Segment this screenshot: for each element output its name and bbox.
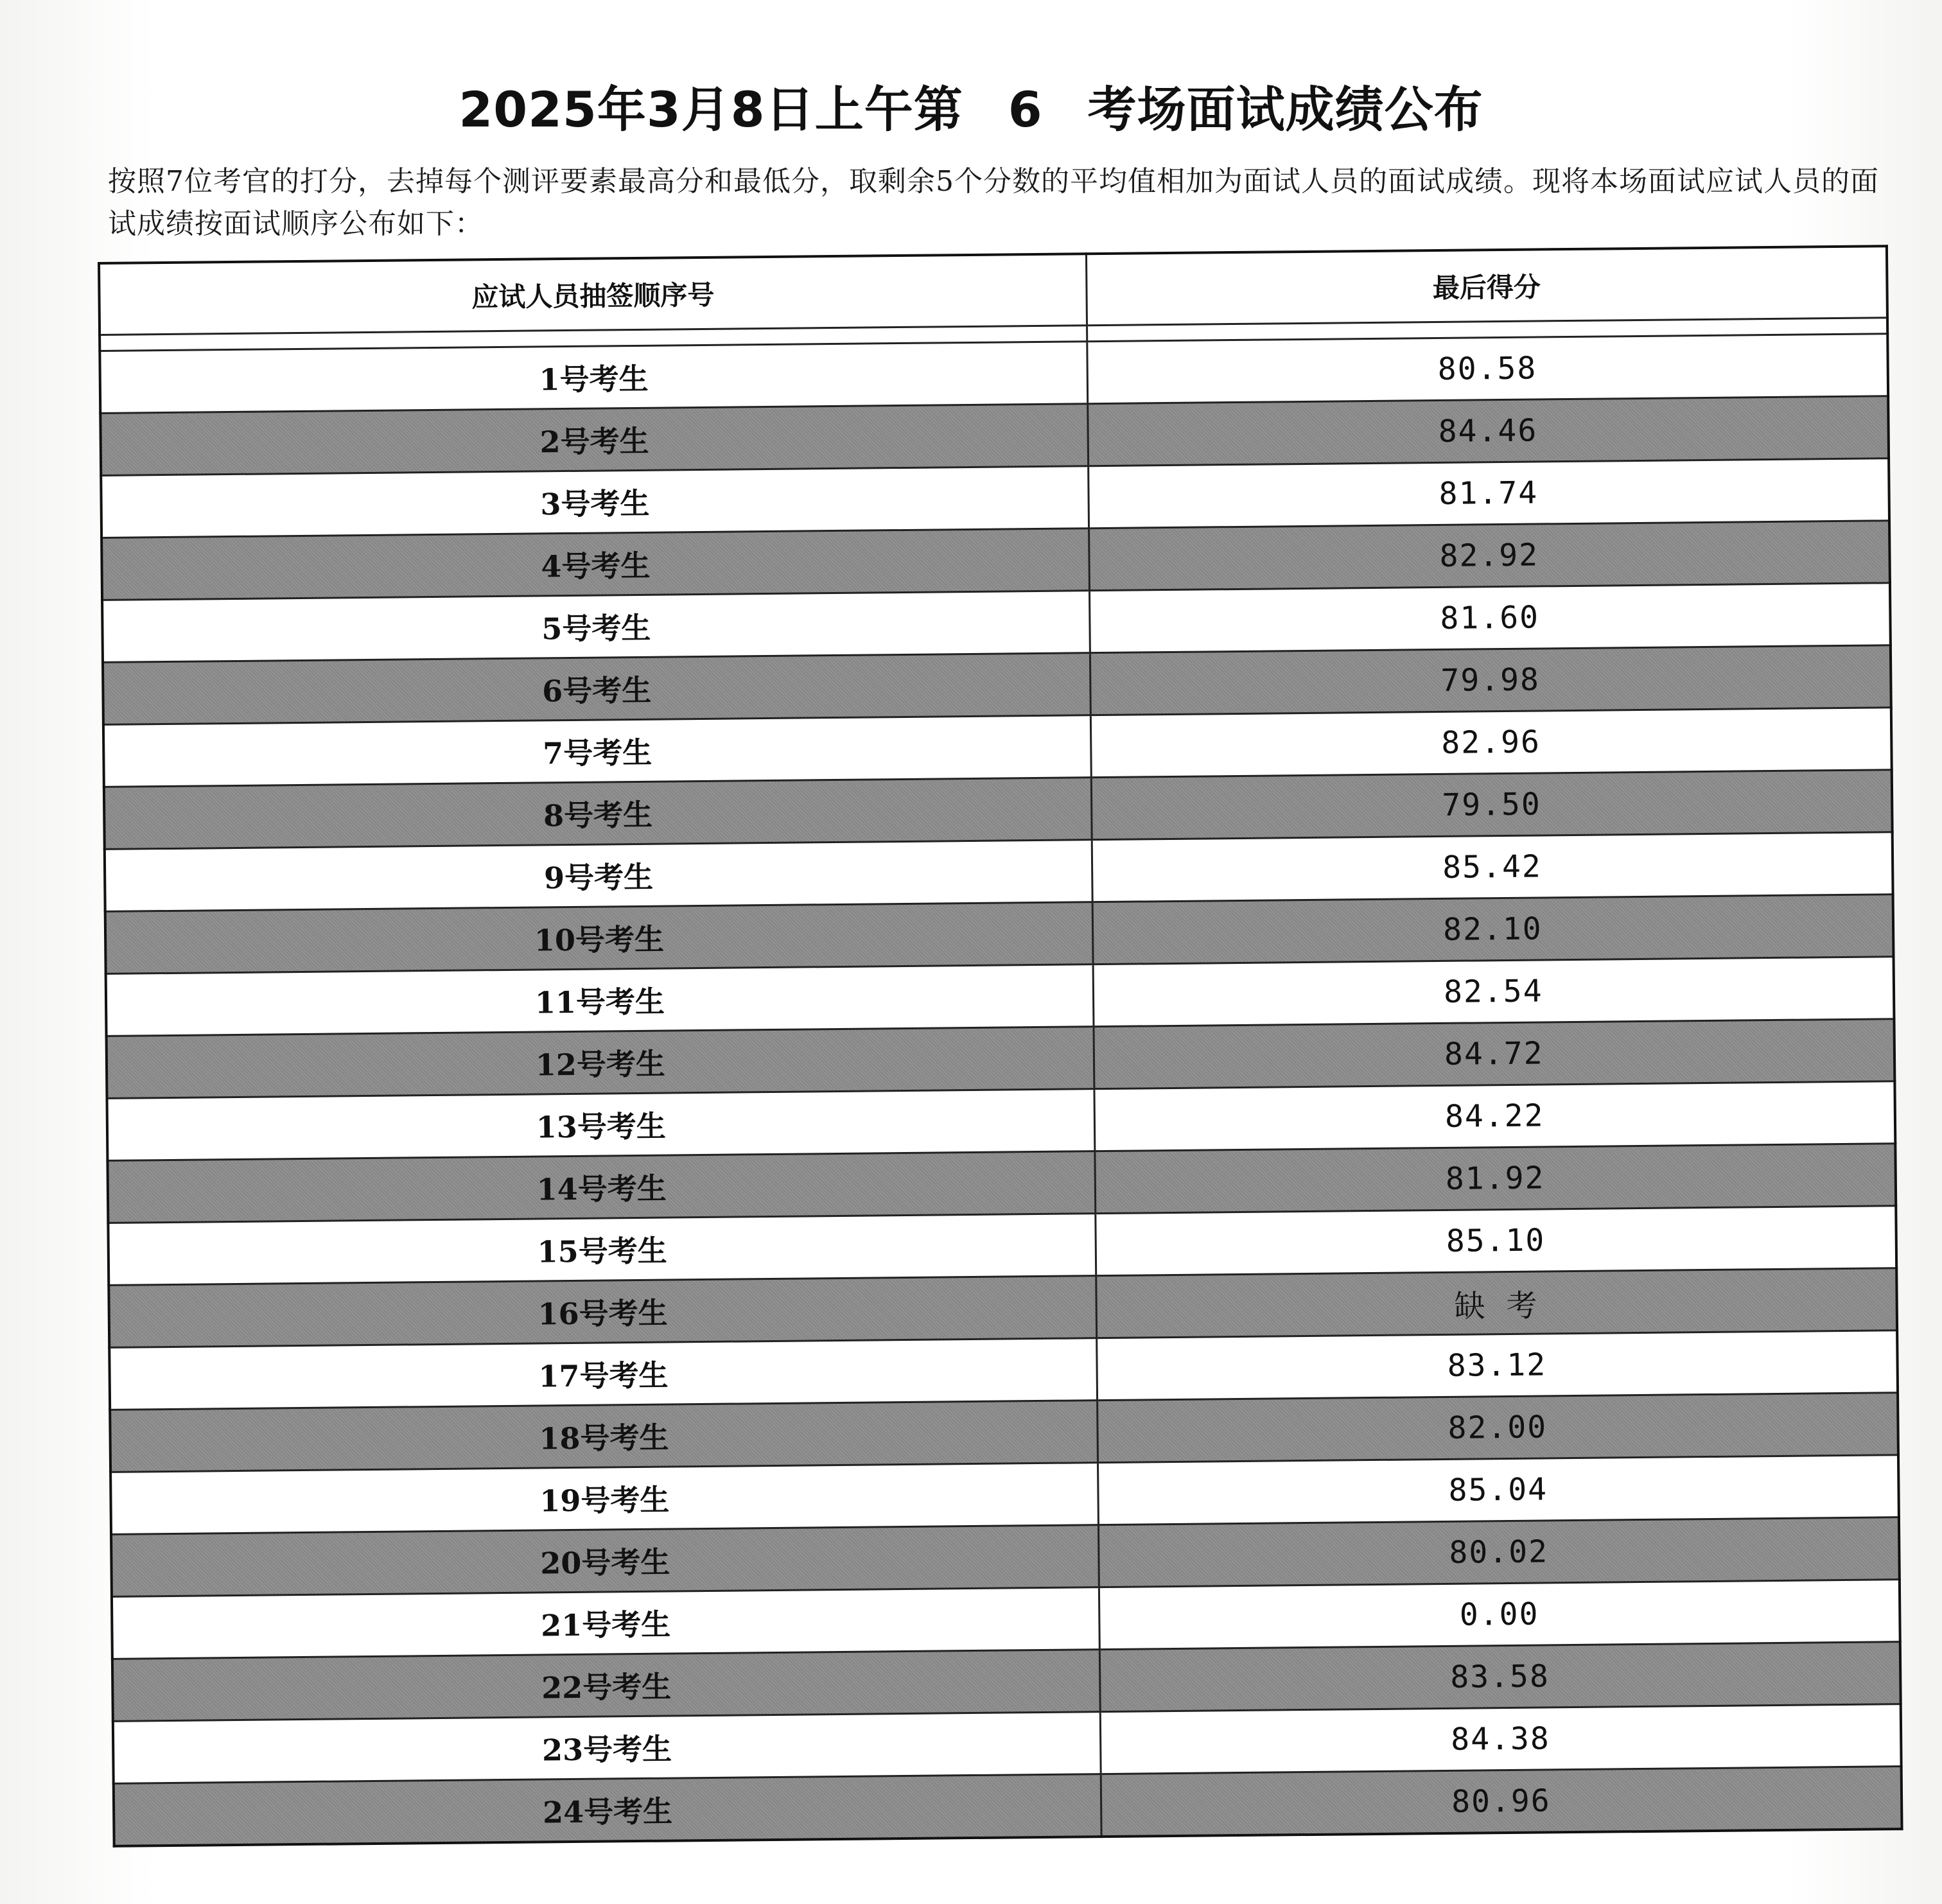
score-cell: 84.38	[1100, 1704, 1902, 1774]
candidate-cell: 17号考生	[109, 1338, 1097, 1410]
score-table	[98, 245, 1903, 1847]
candidate-cell: 4号考生	[101, 528, 1089, 600]
candidate-cell: 3号考生	[101, 466, 1089, 538]
score-cell: 81.74	[1088, 459, 1889, 528]
score-cell: 84.22	[1094, 1081, 1896, 1151]
score-cell: 82.96	[1090, 708, 1892, 778]
score-cell: 82.00	[1097, 1393, 1898, 1463]
score-cell: 82.92	[1089, 521, 1890, 591]
candidate-cell: 22号考生	[112, 1650, 1100, 1722]
score-cell: 84.46	[1087, 396, 1889, 466]
title-prefix: 2025年3月8日上午第	[459, 81, 963, 138]
candidate-cell: 8号考生	[104, 778, 1092, 850]
candidate-cell: 12号考生	[107, 1027, 1094, 1099]
candidate-cell: 18号考生	[110, 1401, 1098, 1472]
candidate-cell: 16号考生	[109, 1276, 1096, 1348]
candidate-cell: 23号考生	[113, 1712, 1101, 1784]
intro-paragraph: 按照7位考官的打分，去掉每个测评要素最高分和最低分，取剩余5个分数的平均值相加为面试人员的面试成绩。现将本场面试应试人员的面试成绩按面试顺序公布如下：	[108, 165, 1879, 240]
candidate-cell: 24号考生	[114, 1774, 1101, 1846]
score-cell: 82.10	[1092, 895, 1894, 965]
header-candidate: 应试人员抽签顺序号	[99, 254, 1087, 335]
candidate-cell: 6号考生	[103, 653, 1090, 725]
room-number: 6	[1008, 81, 1043, 138]
table-header	[99, 246, 1887, 351]
candidate-cell: 13号考生	[107, 1089, 1095, 1161]
score-cell: 79.50	[1091, 770, 1893, 840]
score-cell: 80.58	[1087, 334, 1888, 404]
title-suffix: 考场面试成绩公布	[1087, 81, 1483, 138]
candidate-cell: 15号考生	[108, 1214, 1096, 1286]
score-cell: 80.96	[1101, 1767, 1902, 1837]
candidate-cell: 14号考生	[107, 1151, 1095, 1223]
score-cell: 79.98	[1090, 645, 1891, 715]
score-cell: 82.54	[1093, 957, 1894, 1027]
candidate-cell: 1号考生	[100, 342, 1087, 414]
header-score: 最后得分	[1086, 246, 1887, 325]
score-cell: 85.10	[1095, 1206, 1896, 1276]
score-cell: 83.12	[1096, 1331, 1898, 1401]
candidate-cell: 20号考生	[111, 1525, 1099, 1597]
score-cell: 81.92	[1095, 1144, 1896, 1214]
candidate-cell: 2号考生	[100, 404, 1088, 476]
score-cell: 80.02	[1098, 1517, 1900, 1587]
page-title	[0, 71, 1942, 141]
score-cell: 85.42	[1092, 832, 1893, 902]
table-body	[100, 334, 1902, 1846]
score-cell: 85.04	[1098, 1455, 1899, 1525]
score-cell: 缺 考	[1096, 1268, 1897, 1338]
candidate-cell: 21号考生	[112, 1587, 1099, 1659]
score-cell: 81.60	[1089, 583, 1891, 653]
candidate-cell: 9号考生	[105, 840, 1092, 912]
candidate-cell: 5号考生	[102, 591, 1090, 663]
score-cell: 0.00	[1099, 1580, 1900, 1650]
score-cell: 84.72	[1094, 1019, 1895, 1089]
candidate-cell: 7号考生	[103, 715, 1091, 787]
candidate-cell: 19号考生	[110, 1463, 1098, 1535]
candidate-cell: 11号考生	[106, 965, 1094, 1036]
score-cell: 83.58	[1099, 1642, 1901, 1712]
candidate-cell: 10号考生	[105, 902, 1093, 974]
